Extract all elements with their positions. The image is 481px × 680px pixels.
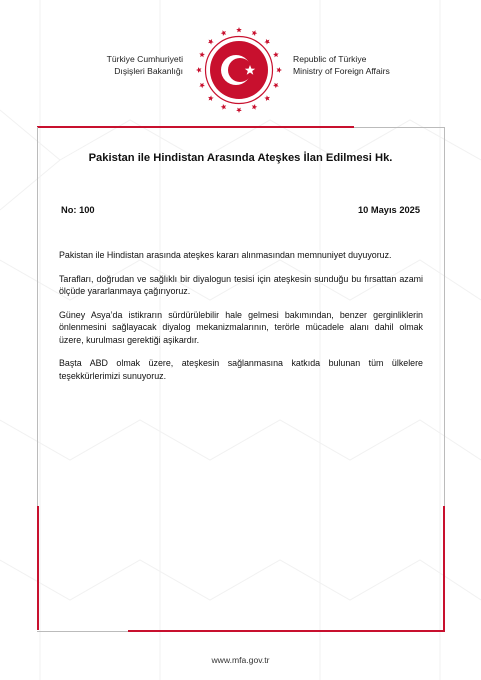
- ring-star-icon: [221, 30, 227, 36]
- frame-right-grey-line: [444, 127, 445, 507]
- letterhead: [0, 0, 481, 115]
- ring-star-icon: [236, 27, 242, 32]
- org-tr-line1: Türkiye Cumhuriyeti: [106, 54, 183, 64]
- org-name-english: [293, 53, 390, 77]
- ring-star-icon: [252, 30, 258, 36]
- ring-star-icon: [196, 67, 201, 73]
- ring-star-icon: [277, 67, 282, 73]
- ring-star-icon: [252, 104, 258, 110]
- ring-star-icon: [273, 83, 279, 89]
- frame-left-red-line: [37, 506, 39, 630]
- ring-star-icon: [199, 52, 205, 58]
- org-tr-line2: Dışişleri Bakanlığı: [114, 66, 183, 76]
- ring-star-icon: [273, 52, 279, 58]
- document-body: [59, 249, 423, 393]
- ring-star-icon: [264, 95, 270, 101]
- frame-right-red-line: [443, 506, 445, 630]
- paragraph: Tarafları, doğrudan ve sağlıklı bir diyalogun tesisi için ateşkesin sunduğu bu fırsattan azami ölçüde yararlanmaya çağırıyoruz.: [59, 273, 423, 296]
- document-title: Pakistan ile Hindistan Arasında Ateşkes İlan Edilmesi Hk.: [88, 152, 393, 164]
- ring-star-icon: [236, 108, 242, 113]
- website-link[interactable]: www.mfa.gov.tr: [211, 655, 270, 665]
- paragraph: Pakistan ile Hindistan arasında ateşkes kararı alınmasından memnuniyet duyuyoruz.: [59, 250, 392, 260]
- frame-top-grey-line: [354, 127, 445, 128]
- frame-bottom-red-line: [128, 630, 445, 632]
- ring-star-icon: [221, 104, 227, 110]
- org-en-line2: Ministry of Foreign Affairs: [293, 66, 390, 76]
- org-en-line1: Republic of Türkiye: [293, 54, 367, 64]
- ring-star-icon: [264, 39, 270, 45]
- paragraph: Başta ABD olmak üzere, ateşkesin sağlanmasına katkıda bulunan tüm ülkelere teşekkürlerimizi sunuyoruz.: [59, 358, 423, 381]
- paragraph: Güney Asya’da istikrarın sürdürülebilir hale gelmesi bakımından, benzer gerginliklerin önlenmesini sağlayacak diyalog mekanizmalarının, terörle mücadele alanı dahil olmak üzere, kurulması gerektiği aşikardır.: [59, 309, 423, 345]
- document-date: 10 Mayıs 2025: [357, 205, 420, 215]
- crescent-star-seal-icon: [193, 24, 285, 116]
- ring-star-icon: [208, 39, 214, 45]
- org-name-turkish: [107, 53, 183, 77]
- document-number: No: 100: [61, 205, 95, 215]
- frame-left-grey-line: [37, 127, 38, 507]
- ring-star-icon: [208, 95, 214, 101]
- frame-bottom-grey-line: [37, 631, 128, 632]
- frame-top-red-line: [37, 126, 354, 128]
- ring-star-icon: [199, 83, 205, 89]
